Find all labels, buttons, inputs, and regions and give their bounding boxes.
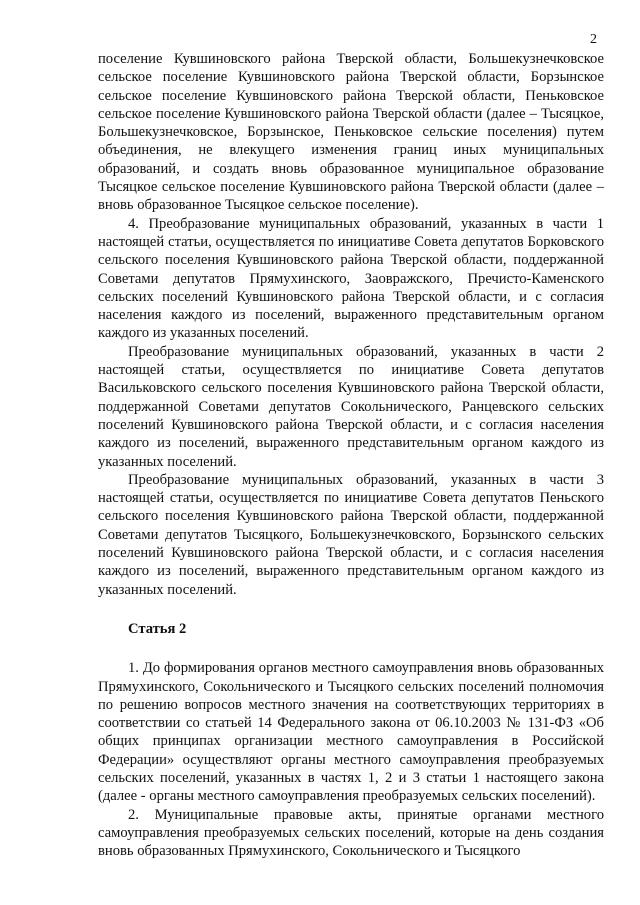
paragraph-part-4: 4. Преобразование муниципальных образований, указанных в части 1 настоящей статьи, осуществляется по инициативе Совета депутатов Борковского сельского поселения Кувшиновского района Тверской области, поддержанной Советами депутатов Прямухинского, Заовражского, Пречисто-Каменского сельских поселений Кувшиновского района Тверской области, и с согласия населения каждого из поселений, выраженного представительным органом каждого из указанных поселений. (98, 215, 604, 342)
document-body (98, 50, 604, 860)
paragraph-article2-item1: 1. До формирования органов местного самоуправления вновь образованных Прямухинского, Сокольнического и Тысяцкого сельских поселений полномочия по решению вопросов местного значения на соответствующих территориях в соответствии со статьей 14 Федерального закона от 06.10.2003 № 131-ФЗ «Об общих принципах организации местного самоуправления в Российской Федерации» осуществляют органы местного самоуправления преобразуемых сельских поселений, указанных в частях 1, 2 и 3 статьи 1 настоящего закона (далее - органы местного самоуправления преобразуемых сельских поселений). (98, 660, 604, 805)
paragraph-part-3-transformation: Преобразование муниципальных образований, указанных в части 3 настоящей статьи, осуществляется по инициативе Совета депутатов Пеньского сельского поселения Кувшиновского района Тверской области, поддержанной Советами депутатов Тысяцкого, Большекузнечковского, Борзынского сельских поселений Кувшиновского района Тверской области, и с согласия населения каждого из поселений, выраженного представительным органом каждого из указанных поселений. (98, 471, 604, 598)
paragraph-part-2-transformation: Преобразование муниципальных образований, указанных в части 2 настоящей статьи, осуществляется по инициативе Совета депутатов Васильковского сельского поселения Кувшиновского района Тверской области, поддержанной Советами депутатов Сокольнического, Ранцевского сельских поселений Кувшиновского района Тверской области, и с согласия населения каждого из поселений, выраженного представительным органом каждого из указанных поселений. (98, 343, 604, 470)
paragraph-continuation: поселение Кувшиновского района Тверской области, Большекузнечковское сельское поселение Кувшиновского района Тверской области, Борзынское сельское поселение Кувшиновского района Тверской области, Пеньковское сельское поселение Кувшиновского района Тверской области (далее – Тысяцкое, Большекузнечковское, Борзынское, Пеньковское сельские поселения) путем объединения, не влекущего изменения границ иных муниципальных образований, и создать вновь образованное муниципальное образование Тысяцкое сельское поселение Кувшиновского района Тверской области (далее – вновь образованное Тысяцкое сельское поселение). (98, 51, 604, 214)
page-number: 2 (590, 32, 597, 47)
article-heading: Статья 2 (128, 620, 187, 637)
paragraph-article2-item2: 2. Муниципальные правовые акты, принятые органами местного самоуправления преобразуемых сельских поселений, которые на день создания вновь образованных Прямухинского, Сокольнического и Тысяцкого (98, 806, 604, 860)
